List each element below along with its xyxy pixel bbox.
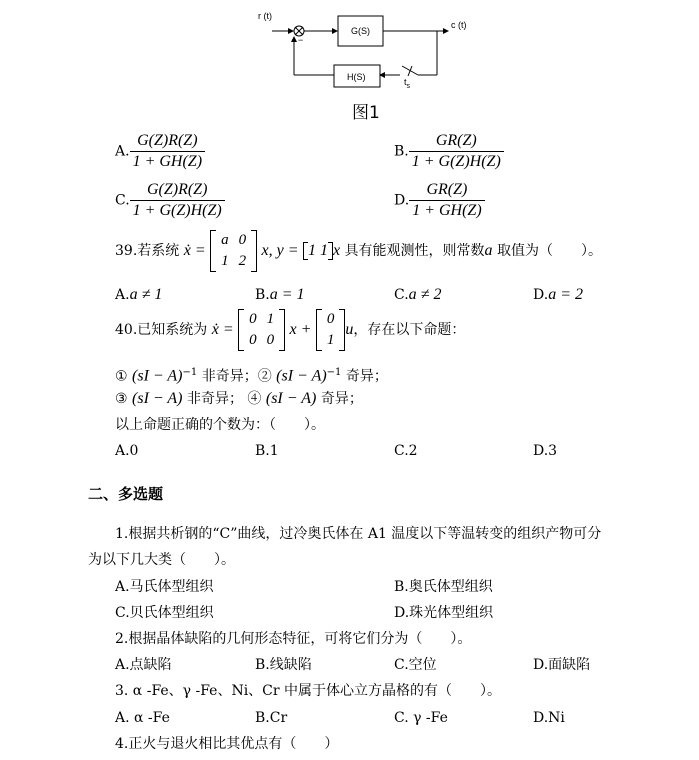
m1-option-b: B.奥氏体型组织 (394, 579, 493, 595)
q40-option-c: C.2 (394, 443, 418, 459)
q38-option-b: B. $\frac{GR(Z)}{1 + G(Z)H(Z)}$ (394, 132, 504, 171)
input-label: r (t) (258, 11, 272, 21)
q38-option-a: A. $\frac{G(Z)R(Z)}{1 + GH(Z)}$ (115, 132, 205, 171)
m1-option-c: C.贝氏体型组织 (115, 605, 214, 621)
m3-option-b: B.Cr (255, 710, 288, 726)
q40-matrix-a: 0 1 0 0 (238, 309, 285, 351)
m1-option-a: A.马氏体型组织 (115, 579, 214, 595)
m3-option-c: C. γ -Fe (394, 710, 448, 726)
q40-ask: 以上命题正确的个数为：（ ）。 (115, 417, 325, 433)
m2-option-b: B.线缺陷 (255, 657, 312, 673)
m3-question: 3. α -Fe、γ -Fe、Ni、Cr 中属于体心立方晶格的有（ ）。 (115, 683, 502, 699)
section-heading-multiple-choice: 二、多选题 (88, 485, 164, 503)
q40-option-a: A.0 (115, 443, 139, 459)
m1-question-line2: 为以下几大类（ ）。 (88, 552, 235, 568)
q39-option-b: B.a = 1 (255, 286, 305, 303)
q39-option-c: C.a ≠ 2 (394, 286, 442, 303)
output-label: c (t) (451, 20, 467, 30)
forward-block-label: G(S) (351, 26, 370, 36)
q40-propositions-1-2: ① (sI − A)$^{-1}$ 非奇异；② (sI − A)$^{-1}$ 奇异； (115, 367, 388, 385)
q39-option-a: A.a ≠ 1 (115, 286, 163, 303)
m3-option-d: D.Ni (533, 710, 565, 726)
m1-question-line1: 1.根据共析钢的“C”曲线，过冷奥氏体在 A1 温度以下等温转变的组织产物可分 (115, 526, 602, 542)
m2-option-d: D.面缺陷 (533, 657, 591, 673)
m4-question: 4.正火与退火相比其优点有（ ） (115, 736, 339, 752)
q38-option-c: C. $\frac{G(Z)R(Z)}{1 + G(Z)H(Z)}$ (115, 181, 225, 220)
m2-option-a: A.点缺陷 (115, 657, 172, 673)
input-arrowhead (288, 28, 294, 34)
q40-vector-b: 0 1 (316, 309, 346, 351)
q39-question: 39.若系统 ẋ = a 0 1 2 x, y = 1 1 x 具有能观测性，则常数a 取值为（ ）。 (115, 230, 602, 272)
q39-option-d: D.a = 2 (533, 286, 583, 303)
q40-question: 40.已知系统为 ẋ = 0 1 0 0 x + 0 1 u，存在以下命题： (115, 309, 465, 351)
m2-question: 2.根据晶体缺陷的几何形态特征，可将它们分为（ ）。 (115, 631, 472, 647)
q38-option-d: D. $\frac{GR(Z)}{1 + GH(Z)}$ (394, 181, 485, 220)
minus-sign: − (298, 35, 304, 45)
feedback-block-label: H(S) (347, 72, 366, 82)
sampler-label: $t_s$ (404, 77, 411, 90)
q40-propositions-3-4: ③ (sI − A) 非奇异； ④ (sI − A) 奇异； (115, 390, 363, 407)
q39-output-vector: 1 1 (303, 243, 333, 259)
q39-matrix: a 0 1 2 (210, 230, 257, 272)
m3-option-a: A. α -Fe (115, 710, 170, 726)
m1-option-d: D.珠光体型组织 (394, 605, 494, 621)
figure-caption: 图1 (352, 103, 380, 123)
q40-option-d: D.3 (533, 443, 558, 459)
m2-option-c: C.空位 (394, 657, 437, 673)
q40-option-b: B.1 (255, 443, 279, 459)
